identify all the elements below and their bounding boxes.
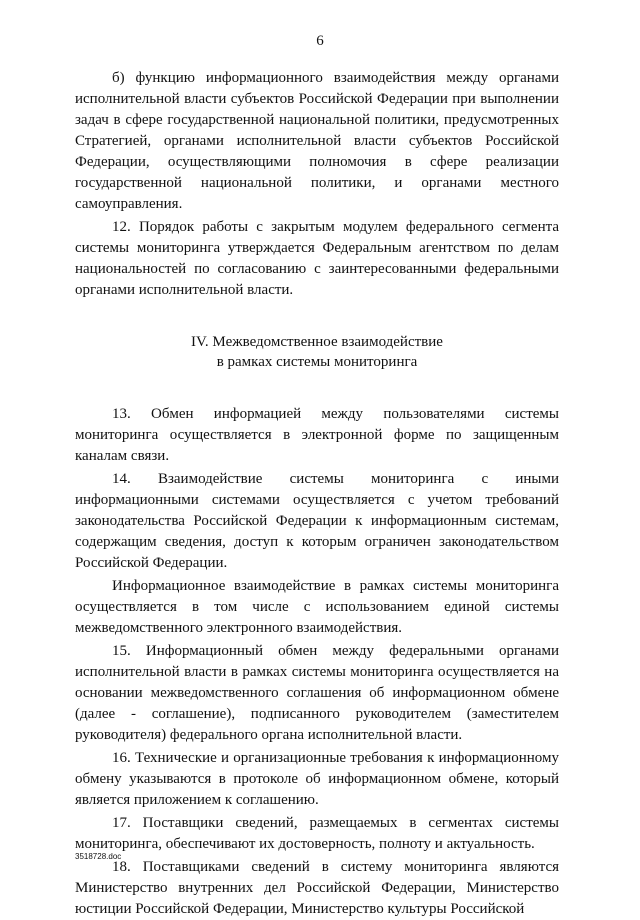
paragraph-12: 12. Порядок работы с закрытым модулем федерального сегмента системы мониторинга утверждается Федеральным агентством по делам национальностей по согласованию с заинтересованными федеральными органами исполнительной власти.: [75, 219, 559, 298]
section-heading: [75, 332, 559, 372]
paragraph-16: 16. Технические и организационные требования к информационному обмену указываются в протоколе об информационном обмене, который является приложением к соглашению.: [75, 750, 559, 808]
paragraph-18: 18. Поставщиками сведений в систему мониторинга являются Министерство внутренних дел Российской Федерации, Министерство юстиции Российской Федерации, Министерство культуры Российской: [75, 859, 559, 917]
paragraph-item-b: б) функцию информационного взаимодействия между органами исполнительной власти субъектов Российской Федерации при выполнении задач в сфере государственной национальной политики, предусмотренных Стратегией, органами исполнительной власти субъектов Российской Федерации, осуществляющими полномочия в сфере реализации государственной национальной политики, и органами местного самоуправления.: [75, 70, 559, 212]
section-heading-line2: в рамках системы мониторинга: [216, 354, 418, 370]
paragraph-13: 13. Обмен информацией между пользователями системы мониторинга осуществляется в электронной форме по защищенным каналам связи.: [75, 406, 559, 464]
footer-filename: 3518728.doc: [75, 852, 122, 861]
paragraph-17: 17. Поставщики сведений, размещаемых в сегментах системы мониторинга, обеспечивают их достоверность, полноту и актуальность.: [75, 815, 559, 852]
paragraph-14: 14. Взаимодействие системы мониторинга с иными информационными системами осуществляется с учетом требований законодательства Российской Федерации к информационным системам, содержащим сведения, доступ к которым ограничен законодательством Российской Федерации.: [75, 471, 559, 571]
document-body: [75, 68, 559, 920]
page-number: 6: [316, 33, 324, 49]
paragraph-14-continued: Информационное взаимодействие в рамках системы мониторинга осуществляется в том числе с использованием единой системы межведомственного электронного взаимодействия.: [75, 578, 559, 636]
paragraph-15: 15. Информационный обмен между федеральными органами исполнительной власти в рамках системы мониторинга осуществляется на основании межведомственного соглашения об информационном обмене (далее - соглашение), подписанного руководителем (заместителем руководителя) федерального органа исполнительной власти.: [75, 643, 559, 743]
section-heading-line1: IV. Межведомственное взаимодействие: [191, 334, 443, 350]
